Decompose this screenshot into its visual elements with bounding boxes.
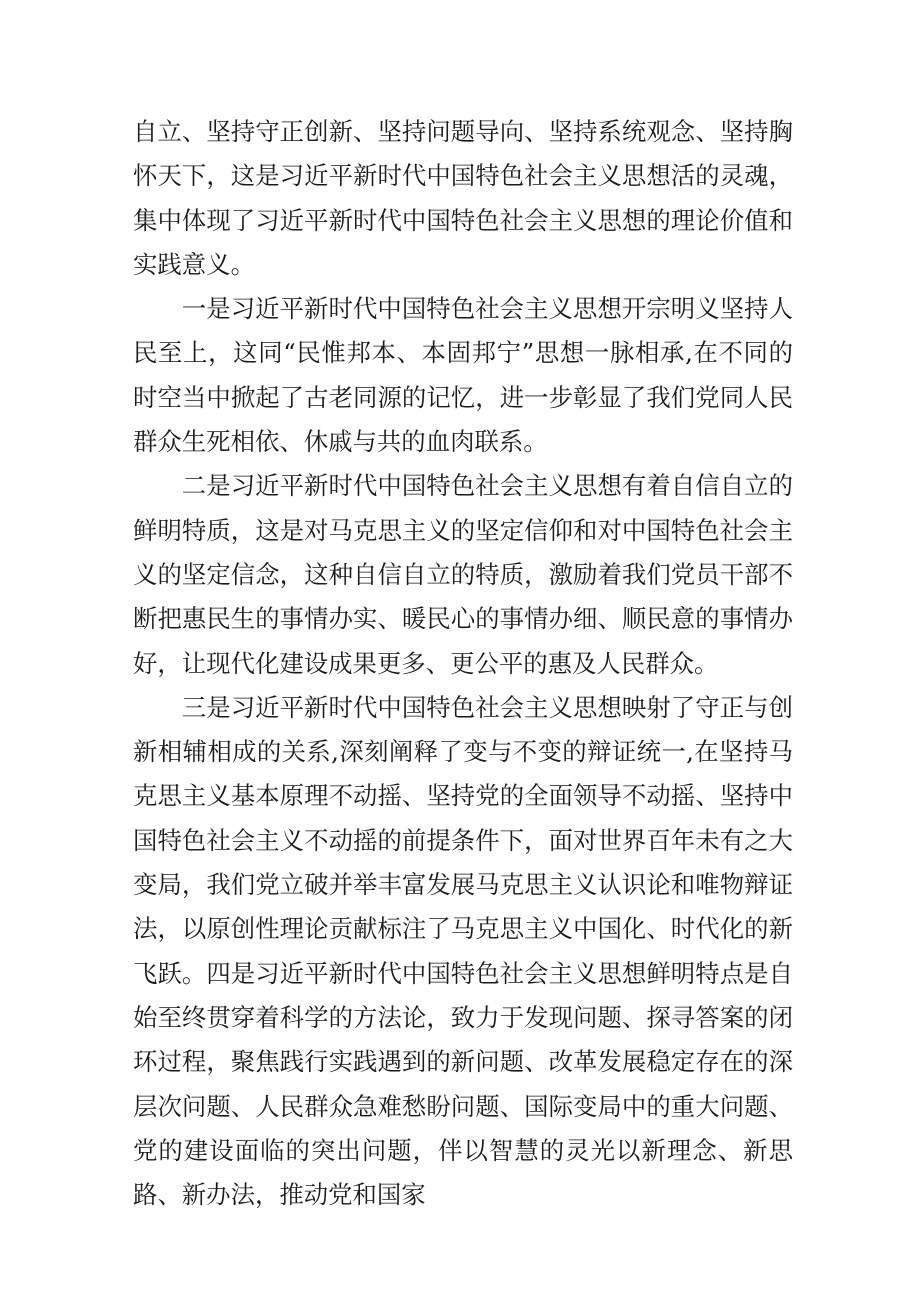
paragraph-continuation: 自立、坚持守正创新、坚持问题导向、坚持系统观念、坚持胸怀天下，这是习近平新时代中国特色社会主义思想活的灵魂，集中体现了习近平新时代中国特色社会主义思想的理论价值和实践意义。 (133, 117, 793, 279)
paragraph-point-one: 一是习近平新时代中国特色社会主义思想开宗明义坚持人民至上，这同“民惟邦本、本固邦宁”思想一脉相承,在不同的时空当中掀起了古老同源的记忆，进一步彰显了我们党同人民群众生死相依、休戚与共的血肉联系。 (133, 294, 793, 457)
paragraph-point-two: 二是习近平新时代中国特色社会主义思想有着自信自立的鲜明特质，这是对马克思主义的坚定信仰和对中国特色社会主义的坚定信念，这种自信自立的特质，激励着我们党员干部不断把惠民生的事情办实、暖民心的事情办细、顺民意的事情办好，让现代化建设成果更多、更公平的惠及人民群众。 (133, 471, 793, 678)
body-text (133, 110, 793, 1217)
paragraph-point-three-four: 三是习近平新时代中国特色社会主义思想映射了守正与创新相辅相成的关系,深刻阐释了变与不变的辩证统一,在坚持马克思主义基本原理不动摇、坚持党的全面领导不动摇、坚持中国特色社会主义不动摇的前提条件下，面对世界百年未有之大变局，我们党立破并举丰富发展马克思主义认识论和唯物辩证法，以原创性理论贡献标注了马克思主义中国化、时代化的新飞跃。四是习近平新时代中国特色社会主义思想鲜明特点是自始至终贯穿着科学的方法论，致力于发现问题、探寻答案的闭环过程，聚焦践行实践遇到的新问题、改革发展稳定存在的深层次问题、人民群众急难愁盼问题、国际变局中的重大问题、党的建设面临的突出问题，伴以智慧的灵光以新理念、新思路、新办法，推动党和国家 (133, 692, 793, 1210)
